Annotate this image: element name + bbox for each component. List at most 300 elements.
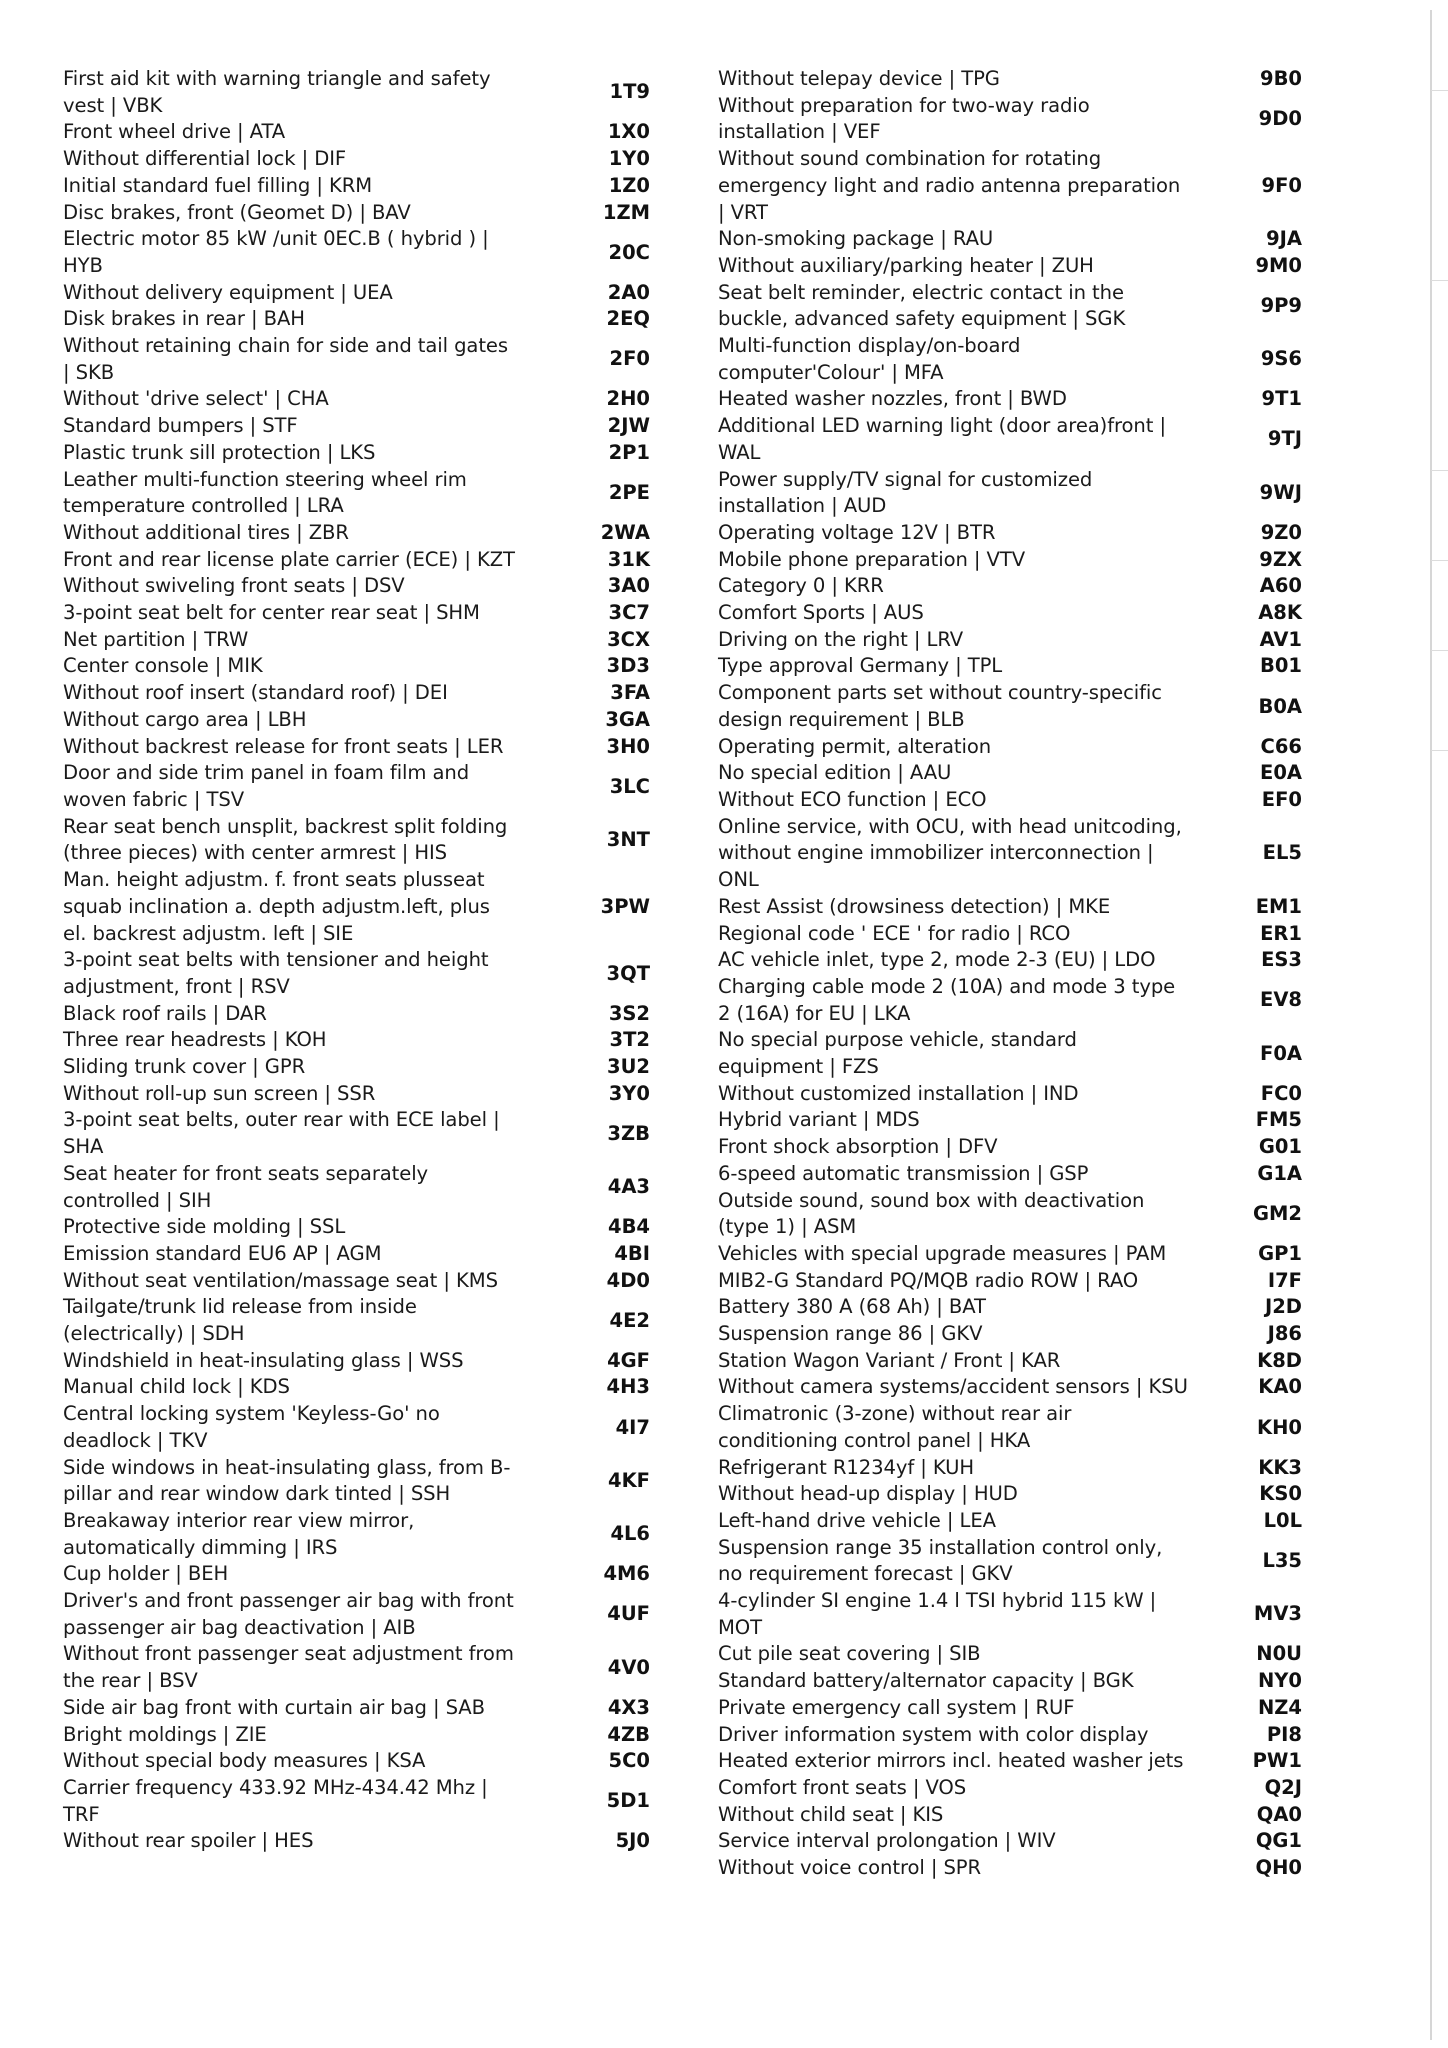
- equipment-code: AV1: [1259, 627, 1302, 651]
- equipment-code: EF0: [1261, 787, 1302, 811]
- equipment-code: Q2J: [1264, 1776, 1302, 1799]
- equipment-code: FC0: [1260, 1081, 1302, 1105]
- equipment-code: G01: [1258, 1135, 1302, 1159]
- equipment-description: 3-point seat belt for center rear seat | SHM: [63, 601, 480, 625]
- equipment-description: Driver's and front passenger air bag with front passenger air bag deactivation | AIB: [63, 1589, 514, 1639]
- equipment-row: [63, 386, 685, 413]
- equipment-row: [718, 787, 1308, 814]
- equipment-description: Standard battery/alternator capacity | BGK: [718, 1669, 1134, 1693]
- equipment-row: [718, 1588, 1308, 1641]
- equipment-row: [63, 440, 685, 467]
- equipment-description: Front and rear license plate carrier (ECE) | KZT: [63, 547, 515, 571]
- equipment-row: [718, 1107, 1308, 1134]
- equipment-code: 9T1: [1261, 387, 1302, 411]
- equipment-row: [718, 1027, 1308, 1080]
- equipment-row: [63, 146, 685, 173]
- equipment-code: 9TJ: [1267, 427, 1302, 451]
- equipment-code: MV3: [1253, 1602, 1302, 1626]
- equipment-code: 9P9: [1260, 293, 1302, 317]
- page-edge-tick: [1431, 280, 1448, 281]
- equipment-code: FM5: [1255, 1108, 1302, 1132]
- equipment-row: [63, 200, 685, 227]
- equipment-row: [718, 253, 1308, 280]
- equipment-code: 4H3: [606, 1375, 650, 1399]
- equipment-description: Without swiveling front seats | DSV: [63, 574, 405, 598]
- equipment-row: [718, 573, 1308, 600]
- equipment-row: [718, 467, 1308, 520]
- equipment-description: Bright moldings | ZIE: [63, 1722, 267, 1746]
- equipment-row: [718, 1508, 1308, 1535]
- equipment-row: [63, 1081, 685, 1108]
- equipment-code: 3A0: [607, 574, 650, 598]
- equipment-row: [718, 1321, 1308, 1348]
- equipment-description: Without voice control | SPR: [718, 1856, 982, 1880]
- equipment-code: 3NT: [606, 828, 650, 852]
- equipment-row: [63, 1508, 685, 1561]
- equipment-row: [718, 627, 1308, 654]
- equipment-row: [63, 600, 685, 627]
- equipment-code: 4L6: [610, 1522, 650, 1546]
- equipment-code: F0A: [1260, 1041, 1302, 1065]
- equipment-code: L0L: [1263, 1508, 1302, 1532]
- equipment-code: 2H0: [606, 387, 650, 411]
- equipment-description: Plastic trunk sill protection | LKS: [63, 440, 376, 464]
- equipment-description: Charging cable mode 2 (10A) and mode 3 type 2 (16A) for EU | LKA: [718, 974, 1176, 1025]
- equipment-row: [63, 1161, 685, 1214]
- equipment-description: Without preparation for two-way radio installation | VEF: [718, 93, 1090, 144]
- equipment-code: 3C7: [608, 601, 650, 625]
- equipment-row: [63, 119, 685, 146]
- equipment-row: [718, 947, 1308, 974]
- equipment-description: Comfort front seats | VOS: [718, 1776, 967, 1799]
- equipment-row: [718, 66, 1308, 93]
- equipment-row: [718, 1802, 1308, 1829]
- equipment-description: Emission standard EU6 AP | AGM: [63, 1241, 382, 1265]
- equipment-code: 4X3: [607, 1695, 650, 1719]
- equipment-code: 4UF: [607, 1602, 650, 1626]
- equipment-row: [718, 520, 1308, 547]
- equipment-description: Outside sound, sound box with deactivation (type 1) | ASM: [718, 1188, 1145, 1239]
- equipment-row: [63, 226, 685, 279]
- equipment-description: Category 0 | KRR: [718, 574, 884, 598]
- equipment-description: Suspension range 35 installation control only, no requirement forecast | GKV: [718, 1535, 1163, 1586]
- equipment-code: QG1: [1255, 1829, 1302, 1853]
- equipment-description: 3-point seat belts with tensioner and height adjustment, front | RSV: [63, 948, 489, 998]
- page-edge-tick: [1431, 470, 1448, 471]
- equipment-description: Without ECO function | ECO: [718, 787, 987, 811]
- equipment-code: 3GA: [605, 707, 650, 731]
- equipment-code: 3LC: [609, 774, 650, 798]
- equipment-row: [718, 680, 1308, 733]
- equipment-description: Without 'drive select' | CHA: [63, 387, 329, 411]
- equipment-code: EV8: [1260, 988, 1302, 1012]
- equipment-description: Without head-up display | HUD: [718, 1482, 1018, 1506]
- equipment-row: [718, 1348, 1308, 1375]
- equipment-row: [718, 974, 1308, 1027]
- equipment-row: [718, 921, 1308, 948]
- equipment-code: GP1: [1258, 1241, 1302, 1265]
- equipment-description: Three rear headrests | KOH: [63, 1028, 327, 1052]
- equipment-code: 9WJ: [1259, 480, 1302, 504]
- equipment-description: Front wheel drive | ATA: [63, 120, 286, 144]
- equipment-row: [718, 1668, 1308, 1695]
- equipment-description: Seat belt reminder, electric contact in the buckle, advanced safety equipment | SGK: [718, 280, 1126, 331]
- equipment-row: [63, 1695, 685, 1722]
- equipment-description: Initial standard fuel filling | KRM: [63, 173, 373, 197]
- equipment-row: [63, 1294, 685, 1347]
- equipment-description: Operating permit, alteration: [718, 734, 992, 758]
- equipment-code: 9Z0: [1260, 520, 1302, 544]
- equipment-code: PI8: [1266, 1722, 1302, 1746]
- equipment-row: [718, 653, 1308, 680]
- equipment-code: 3FA: [610, 681, 650, 705]
- equipment-code: 3PW: [600, 894, 650, 918]
- equipment-row: [63, 707, 685, 734]
- equipment-code: 3S2: [608, 1001, 650, 1025]
- equipment-code: 9ZX: [1259, 547, 1302, 571]
- equipment-code: 5J0: [615, 1829, 650, 1853]
- equipment-row: [718, 1828, 1308, 1855]
- equipment-description: MIB2-G Standard PQ/MQB radio ROW | RAO: [718, 1268, 1139, 1292]
- equipment-code: 2WA: [600, 520, 650, 544]
- equipment-description: Without cargo area | LBH: [63, 707, 307, 731]
- equipment-row: [718, 600, 1308, 627]
- equipment-row: [718, 814, 1308, 894]
- equipment-description: Leather multi-function steering wheel rim temperature controlled | LRA: [63, 467, 467, 518]
- equipment-code: 2JW: [607, 414, 650, 438]
- equipment-description: Central locking system 'Keyless-Go' no deadlock | TKV: [63, 1402, 440, 1452]
- equipment-row: [718, 1455, 1308, 1482]
- equipment-description: Climatronic (3-zone) without rear air conditioning control panel | HKA: [718, 1402, 1072, 1452]
- equipment-row: [63, 680, 685, 707]
- equipment-row: [718, 1081, 1308, 1108]
- equipment-description: Without delivery equipment | UEA: [63, 280, 393, 304]
- equipment-description: Sliding trunk cover | GPR: [63, 1055, 306, 1079]
- equipment-row: [63, 1828, 685, 1855]
- page-edge-tick: [1431, 650, 1448, 651]
- equipment-description: Hybrid variant | MDS: [718, 1108, 920, 1132]
- equipment-code: 2PE: [608, 480, 650, 504]
- equipment-code: 2EQ: [606, 307, 650, 331]
- equipment-description: No special purpose vehicle, standard equipment | FZS: [718, 1028, 1077, 1079]
- equipment-description: Power supply/TV signal for customized installation | AUD: [718, 467, 1093, 518]
- equipment-code: KH0: [1257, 1415, 1302, 1439]
- equipment-description: Vehicles with special upgrade measures | PAM: [718, 1241, 1167, 1265]
- equipment-description: Battery 380 A (68 Ah) | BAT: [718, 1295, 986, 1319]
- equipment-row: [718, 760, 1308, 787]
- equipment-code: 4ZB: [607, 1722, 650, 1746]
- equipment-code: K8D: [1257, 1348, 1302, 1372]
- equipment-code: 5C0: [608, 1749, 650, 1773]
- equipment-row: [63, 734, 685, 761]
- equipment-description: Without customized installation | IND: [718, 1081, 1079, 1105]
- equipment-row: [63, 653, 685, 680]
- equipment-row: [63, 1374, 685, 1401]
- equipment-row: [63, 173, 685, 200]
- equipment-description: Without roof insert (standard roof) | DEI: [63, 681, 448, 705]
- equipment-code: QH0: [1255, 1856, 1302, 1880]
- equipment-row: [63, 627, 685, 654]
- equipment-row: [718, 413, 1308, 466]
- equipment-code: J86: [1267, 1322, 1302, 1346]
- equipment-code: 4BI: [614, 1241, 650, 1265]
- equipment-code: KS0: [1259, 1482, 1302, 1506]
- equipment-description: Tailgate/trunk lid release from inside (electrically) | SDH: [63, 1295, 417, 1346]
- equipment-code: 9B0: [1260, 67, 1302, 90]
- equipment-description: Cut pile seat covering | SIB: [718, 1642, 981, 1666]
- equipment-description: Without differential lock | DIF: [63, 147, 347, 171]
- equipment-row: [718, 1695, 1308, 1722]
- equipment-description: Man. height adjustm. f. front seats plusseat squab inclination a. depth adjustm.left, plus el. backrest adjustm. left | SIE: [63, 868, 490, 945]
- equipment-row: [718, 1268, 1308, 1295]
- equipment-code: 4A3: [607, 1175, 650, 1199]
- equipment-description: Suspension range 86 | GKV: [718, 1322, 983, 1346]
- equipment-description: Without roll-up sun screen | SSR: [63, 1081, 376, 1105]
- equipment-row: [63, 814, 685, 867]
- equipment-code: 1ZM: [602, 200, 650, 224]
- equipment-row: [63, 1107, 685, 1160]
- equipment-code: 4V0: [607, 1655, 650, 1679]
- equipment-list-left: [63, 66, 685, 1855]
- equipment-code: E0A: [1260, 761, 1302, 785]
- equipment-description: Side air bag front with curtain air bag | SAB: [63, 1695, 485, 1719]
- equipment-code: 4D0: [606, 1268, 650, 1292]
- equipment-row: [718, 1748, 1308, 1775]
- equipment-description: Without front passenger seat adjustment from the rear | BSV: [63, 1642, 514, 1693]
- equipment-description: Type approval Germany | TPL: [718, 654, 1003, 678]
- equipment-row: [718, 1535, 1308, 1588]
- equipment-description: Breakaway interior rear view mirror, automatically dimming | IRS: [63, 1508, 415, 1559]
- equipment-code: NZ4: [1257, 1695, 1302, 1719]
- equipment-code: 31K: [607, 547, 650, 571]
- equipment-row: [718, 1641, 1308, 1668]
- equipment-code: I7F: [1267, 1268, 1302, 1292]
- equipment-row: [718, 1855, 1308, 1882]
- equipment-row: [63, 306, 685, 333]
- equipment-description: Left-hand drive vehicle | LEA: [718, 1508, 996, 1532]
- equipment-description: Without rear spoiler | HES: [63, 1829, 314, 1853]
- equipment-code: KA0: [1258, 1375, 1302, 1399]
- equipment-description: Without retaining chain for side and tail gates | SKB: [63, 334, 508, 384]
- equipment-description: Refrigerant R1234yf | KUH: [718, 1455, 974, 1479]
- equipment-row: [63, 573, 685, 600]
- equipment-row: [718, 93, 1308, 146]
- equipment-row: [718, 226, 1308, 253]
- equipment-row: [718, 146, 1308, 226]
- equipment-code: KK3: [1258, 1455, 1302, 1479]
- equipment-code: 3U2: [607, 1055, 650, 1079]
- equipment-row: [63, 1455, 685, 1508]
- equipment-description: Electric motor 85 kW /unit 0EC.B ( hybrid ) | HYB: [63, 227, 489, 277]
- equipment-description: Service interval prolongation | WIV: [718, 1829, 1056, 1853]
- equipment-code: EL5: [1262, 841, 1302, 865]
- equipment-row: [718, 333, 1308, 386]
- equipment-row: [718, 386, 1308, 413]
- equipment-code: 9D0: [1258, 107, 1302, 131]
- equipment-code: B0A: [1258, 694, 1302, 718]
- equipment-row: [63, 1241, 685, 1268]
- equipment-code: C66: [1260, 734, 1302, 758]
- equipment-description: Door and side trim panel in foam film and woven fabric | TSV: [63, 761, 470, 811]
- equipment-row: [718, 1481, 1308, 1508]
- equipment-description: Windshield in heat-insulating glass | WSS: [63, 1348, 464, 1372]
- equipment-code: 4B4: [608, 1215, 650, 1239]
- equipment-code: 3H0: [606, 734, 650, 758]
- equipment-description: Front shock absorption | DFV: [718, 1135, 998, 1159]
- equipment-description: Rear seat bench unsplit, backrest split folding (three pieces) with center armrest | HIS: [63, 814, 508, 865]
- equipment-description: Manual child lock | KDS: [63, 1375, 290, 1399]
- equipment-row: [63, 1775, 685, 1828]
- equipment-row: [63, 520, 685, 547]
- equipment-code: 2F0: [609, 347, 650, 371]
- equipment-row: [63, 1054, 685, 1081]
- equipment-code: 3D3: [606, 654, 650, 678]
- equipment-description: No special edition | AAU: [718, 761, 952, 785]
- equipment-code: 4M6: [603, 1562, 650, 1586]
- equipment-description: 3-point seat belts, outer rear with ECE label | SHA: [63, 1108, 500, 1159]
- equipment-description: Driving on the right | LRV: [718, 627, 964, 651]
- equipment-code: 1Z0: [608, 173, 650, 197]
- equipment-code: 3T2: [609, 1028, 650, 1052]
- equipment-description: AC vehicle inlet, type 2, mode 2-3 (EU) | LDO: [718, 948, 1156, 972]
- equipment-code: 1Y0: [608, 147, 650, 171]
- equipment-description: Regional code ' ECE ' for radio | RCO: [718, 921, 1071, 945]
- equipment-code: 4GF: [607, 1348, 650, 1372]
- equipment-description: Component parts set without country-specific design requirement | BLB: [718, 681, 1162, 731]
- equipment-list-right: [718, 66, 1308, 1882]
- equipment-description: Rest Assist (drowsiness detection) | MKE: [718, 894, 1111, 918]
- equipment-description: Carrier frequency 433.92 MHz-434.42 Mhz | TRF: [63, 1776, 488, 1826]
- equipment-row: [63, 547, 685, 574]
- equipment-description: 4-cylinder SI engine 1.4 l TSI hybrid 115 kW | MOT: [718, 1589, 1157, 1639]
- equipment-code: 2A0: [607, 280, 650, 304]
- equipment-code: 4E2: [609, 1308, 650, 1332]
- equipment-code: 20C: [608, 240, 650, 264]
- equipment-description: Standard bumpers | STF: [63, 414, 298, 438]
- equipment-row: [63, 947, 685, 1000]
- equipment-description: Station Wagon Variant / Front | KAR: [718, 1348, 1061, 1372]
- equipment-code: 4KF: [608, 1468, 650, 1492]
- equipment-row: [718, 894, 1308, 921]
- page-edge-tick: [1431, 750, 1448, 751]
- equipment-description: Disk brakes in rear | BAH: [63, 307, 305, 331]
- equipment-row: [63, 1722, 685, 1749]
- equipment-description: Protective side molding | SSL: [63, 1215, 346, 1239]
- equipment-code: 3QT: [606, 961, 650, 985]
- equipment-description: Additional LED warning light (door area)front | WAL: [718, 414, 1166, 464]
- equipment-row: [63, 1401, 685, 1454]
- equipment-row: [63, 1588, 685, 1641]
- equipment-row: [718, 1401, 1308, 1454]
- equipment-row: [63, 1561, 685, 1588]
- equipment-code: L35: [1262, 1549, 1302, 1573]
- equipment-description: Cup holder | BEH: [63, 1562, 229, 1586]
- equipment-row: [63, 867, 685, 947]
- equipment-code: 9F0: [1261, 173, 1302, 197]
- equipment-row: [63, 1001, 685, 1028]
- equipment-code: 3ZB: [607, 1121, 650, 1145]
- equipment-code: NY0: [1257, 1669, 1302, 1693]
- equipment-description: Without backrest release for front seats | LER: [63, 734, 504, 758]
- equipment-code: B01: [1260, 654, 1302, 678]
- equipment-description: Non-smoking package | RAU: [718, 227, 994, 251]
- equipment-row: [718, 1188, 1308, 1241]
- equipment-code: G1A: [1257, 1161, 1302, 1185]
- page-edge-tick: [1431, 560, 1448, 561]
- equipment-row: [718, 1134, 1308, 1161]
- equipment-description: Heated washer nozzles, front | BWD: [718, 387, 1067, 411]
- equipment-code: 2P1: [608, 440, 650, 464]
- equipment-code: N0U: [1256, 1642, 1302, 1666]
- equipment-description: Multi-function display/on-board computer'Colour' | MFA: [718, 334, 1021, 384]
- equipment-code: 3Y0: [608, 1081, 650, 1105]
- equipment-row: [718, 280, 1308, 333]
- equipment-code: EM1: [1255, 894, 1302, 918]
- equipment-row: [63, 1268, 685, 1295]
- equipment-description: Without special body measures | KSA: [63, 1749, 426, 1773]
- equipment-row: [718, 1374, 1308, 1401]
- equipment-code: 9S6: [1260, 347, 1302, 371]
- equipment-description: Center console | MIK: [63, 654, 263, 678]
- equipment-code: 3CX: [607, 627, 650, 651]
- page-edge-border: [1430, 10, 1432, 2040]
- equipment-row: [718, 734, 1308, 761]
- equipment-description: Without telepay device | TPG: [718, 67, 1000, 90]
- equipment-code: 1T9: [609, 80, 650, 104]
- equipment-code: 4I7: [615, 1415, 650, 1439]
- equipment-code: 1X0: [607, 120, 650, 144]
- equipment-description: Online service, with OCU, with head unitcoding, without engine immobilizer interconnection | ONL: [718, 814, 1182, 892]
- equipment-code: J2D: [1264, 1295, 1302, 1319]
- equipment-row: [63, 1748, 685, 1775]
- equipment-code: 9M0: [1255, 253, 1302, 277]
- equipment-code: 5D1: [606, 1789, 650, 1813]
- equipment-row: [718, 547, 1308, 574]
- equipment-row: [63, 467, 685, 520]
- equipment-row: [63, 66, 685, 119]
- equipment-description: Net partition | TRW: [63, 627, 249, 651]
- equipment-description: Seat heater for front seats separately controlled | SIH: [63, 1161, 429, 1212]
- equipment-description: Without sound combination for rotating emergency light and radio antenna preparation | VRT: [718, 147, 1181, 224]
- equipment-row: [63, 1214, 685, 1241]
- equipment-description: Operating voltage 12V | BTR: [718, 520, 996, 544]
- equipment-description: Black roof rails | DAR: [63, 1001, 267, 1025]
- equipment-description: Without auxiliary/parking heater | ZUH: [718, 253, 1094, 277]
- equipment-code: ES3: [1261, 948, 1302, 972]
- equipment-description: Private emergency call system | RUF: [718, 1695, 1075, 1719]
- equipment-description: Disc brakes, front (Geomet D) | BAV: [63, 200, 411, 224]
- equipment-row: [718, 1241, 1308, 1268]
- equipment-row: [718, 1722, 1308, 1749]
- equipment-code: 9JA: [1266, 227, 1302, 251]
- equipment-description: Mobile phone preparation | VTV: [718, 547, 1026, 571]
- equipment-description: Heated exterior mirrors incl. heated washer jets: [718, 1749, 1184, 1773]
- equipment-row: [718, 1161, 1308, 1188]
- equipment-code: A60: [1259, 574, 1302, 598]
- equipment-description: First aid kit with warning triangle and safety vest | VBK: [63, 67, 491, 117]
- equipment-row: [63, 760, 685, 813]
- equipment-description: 6-speed automatic transmission | GSP: [718, 1161, 1089, 1185]
- equipment-row: [63, 1641, 685, 1694]
- equipment-code: GM2: [1253, 1201, 1302, 1225]
- equipment-code: PW1: [1252, 1749, 1302, 1773]
- equipment-row: [718, 1775, 1308, 1802]
- equipment-description: Without additional tires | ZBR: [63, 520, 349, 544]
- equipment-row: [718, 1294, 1308, 1321]
- equipment-description: Without camera systems/accident sensors | KSU: [718, 1375, 1188, 1399]
- equipment-description: Without seat ventilation/massage seat | KMS: [63, 1268, 498, 1292]
- equipment-row: [63, 1027, 685, 1054]
